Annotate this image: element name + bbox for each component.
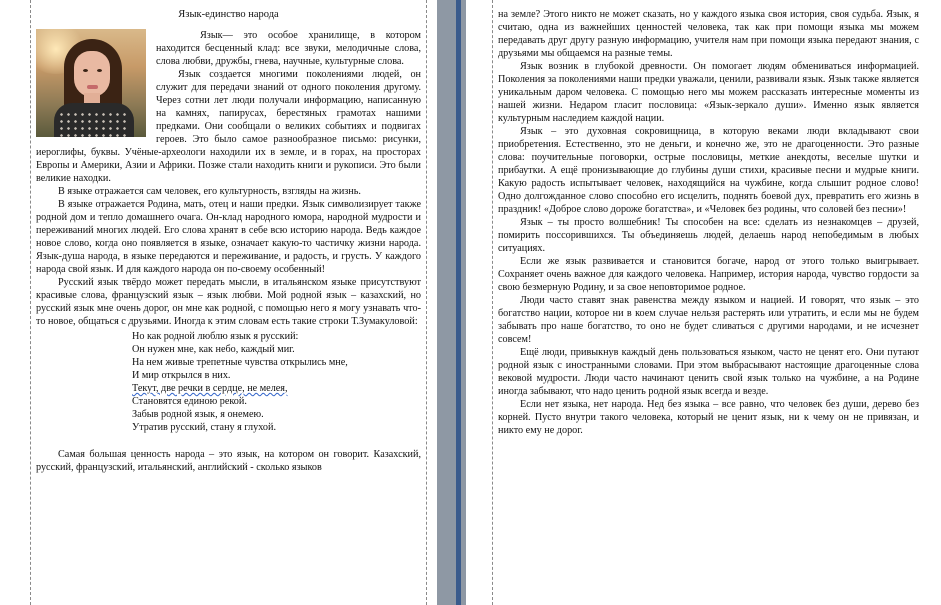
paragraph: Если же язык развивается и становится богаче, народ от этого только выигрывает. Сохраняет очень важное для каждого человека. Например, история народа, чувство гордости за свою безмерную Родину, и за свое неповторимое родное. bbox=[498, 256, 919, 293]
paragraph: В языке отражается сам человек, его культурность, взгляды на жизнь. bbox=[58, 186, 361, 197]
paragraph: Самая большая ценность народа – это язык, на котором он говорит. Казахский, русский, французский, итальянский, английский - сколько языков bbox=[36, 449, 421, 473]
paragraph: В языке отражается Родина, мать, отец и наши предки. Язык символизирует также родной дом и тепло домашнего очага. Он-клад народного юмора, народной мудрости и переживаний многих людей. Его слова хранят в себе всю историю народа. Ведь каждое новое слово, когда оно появляется в языке, означает какую-то частичку жизни народа. Язык-душа народа, в языке передаются и переживание, и радость, и грусть. У каждого народа свой язык. И для каждого народа он по-своему особенный! bbox=[36, 199, 421, 275]
page-gap bbox=[437, 0, 466, 605]
left-page-text bbox=[36, 8, 421, 474]
paragraph: Язык возник в глубокой древности. Он помогает людям обмениваться информацией. Поколения за поколениями наши предки уважали, ценили, развивали язык. Язык также является уникальным даром человека. С помощью него мы можем рассказать интересные моменты из нашей жизни. Недаром гласит пословица: «Язык-зеркало души». Именно язык является культурным наследием каждой нации. bbox=[498, 61, 919, 124]
author-photo bbox=[36, 29, 146, 137]
poem-line: Он нужен мне, как небо, каждый миг. bbox=[132, 344, 295, 355]
paragraph: на земле? Этого никто не может сказать, но у каждого языка своя история, своя судьба. Язык, я считаю, одна из важнейших ценностей человека, так как при помощи языка мы можем передавать друг другу разную информацию, учителя нам при помощи языка передают знания, с друзьями мы общаемся на разные темы. bbox=[498, 9, 919, 59]
poem-line: Утратив русский, стану я глухой. bbox=[132, 422, 277, 433]
poem-line: И мир открылся в них. bbox=[132, 370, 231, 381]
poem bbox=[132, 330, 421, 434]
paragraph: Ещё люди, привыкнув каждый день пользоваться языком, часто не ценят его. Они путают родной язык с иностранными словами. При этом выбрасывают настоящие драгоценные слова вековой мудрости. Люди часто начинают ценить свой язык только на чужбине, а на Родине иногда забывают, что надо ценить родной язык всегда и везде. bbox=[498, 347, 919, 397]
left-margin-guide bbox=[492, 0, 493, 605]
paragraph: Язык создается многими поколениями людей, он служит для передачи знаний от одного поколения другому. Через сотни лет люди получали информацию, написанную на камнях, папирусах, берестяных грамотах нашими предками. Они сообщали о великих событиях и подвигах героев. Это было самое разнообразное письмо: рисунки, иероглифы, буквы. Учёные-археологи находили их в земле, и в горах, на просторах Европы и Америки, Азии и Африки. Позже стали находить книги и рукописи. Это были великие находки. bbox=[36, 69, 421, 184]
right-page-text bbox=[498, 8, 919, 437]
poem-line: Но как родной люблю язык я русский: bbox=[132, 331, 299, 342]
poem-line: Текут, две речки в сердце, не мелея, bbox=[132, 383, 288, 394]
paragraph: Язык— это особое хранилище, в котором находится бесценный клад: все звуки, мелодичные слова, слова любви, дружбы, гнева, научные, культурные слова. bbox=[156, 30, 421, 67]
poem-line: Забыв родной язык, я онемею. bbox=[132, 409, 264, 420]
left-margin-guide bbox=[30, 0, 31, 605]
paragraph: Язык – ты просто волшебник! Ты способен на все: сделать из незнакомцев – друзей, помирить поссорившихся. Ты объединяешь людей, делаешь народ непобедимым в любых ситуациях. bbox=[498, 217, 919, 254]
poem-line: На нем живые трепетные чувства открылись мне, bbox=[132, 357, 348, 368]
document-page-left bbox=[0, 0, 437, 605]
document-title: Язык-единство народа bbox=[178, 9, 279, 20]
poem-line: Становятся единою рекой. bbox=[132, 396, 247, 407]
document-page-right bbox=[466, 0, 941, 605]
paragraph: Язык – это духовная сокровищница, в которую веками люди вкладывают свои приобретения. Естественно, это не деньги, и конечно же, это не драгоценности. Это разные слова: поучительные поговорки, острые пословицы, меткие анекдоты, веселые шутки и прибаутки. А ещё пронизывающие до глубины души стихи, красивые песни и мудрые книги. Какую радость испытывает человек, находящийся на чужбине, когда слышит родное слово! Одно долгожданное слово способно его исцелить, поднять боевой дух, превратить его жизнь в праздник! «Доброе слово дороже богатства», и «Человек без родины, что соловей без песни»! bbox=[498, 126, 919, 215]
paragraph: Люди часто ставят знак равенства между языком и нацией. И говорят, что язык – это богатство нации, которое ни в коем случае нельзя растерять или утратить, и если мы не будем забывать про наше богатство, то оно не будет сливаться с другими народами, и не исчезнет совсем! bbox=[498, 295, 919, 345]
vertical-scrollbar[interactable] bbox=[456, 0, 461, 605]
paragraph: Если нет языка, нет народа. Нед без языка – все равно, что человек без души, дерево без корней. Пусто внутри такого человека, который не ценит язык, ни к чему он не привязан, и никто ему не дорог. bbox=[498, 399, 919, 436]
right-margin-guide bbox=[426, 0, 427, 605]
paragraph: Русский язык твёрдо может передать мысли, в итальянском языке присутствуют красивые слова, французский язык – язык любви. Мой родной язык – казахский, но русский язык мне очень дорог, он мне как родной, с помощью него я могу узнавать что-то новое, общаться с друзьями. Иногда к этим словам есть такие строки Т.Зумакуловой: bbox=[36, 277, 421, 327]
